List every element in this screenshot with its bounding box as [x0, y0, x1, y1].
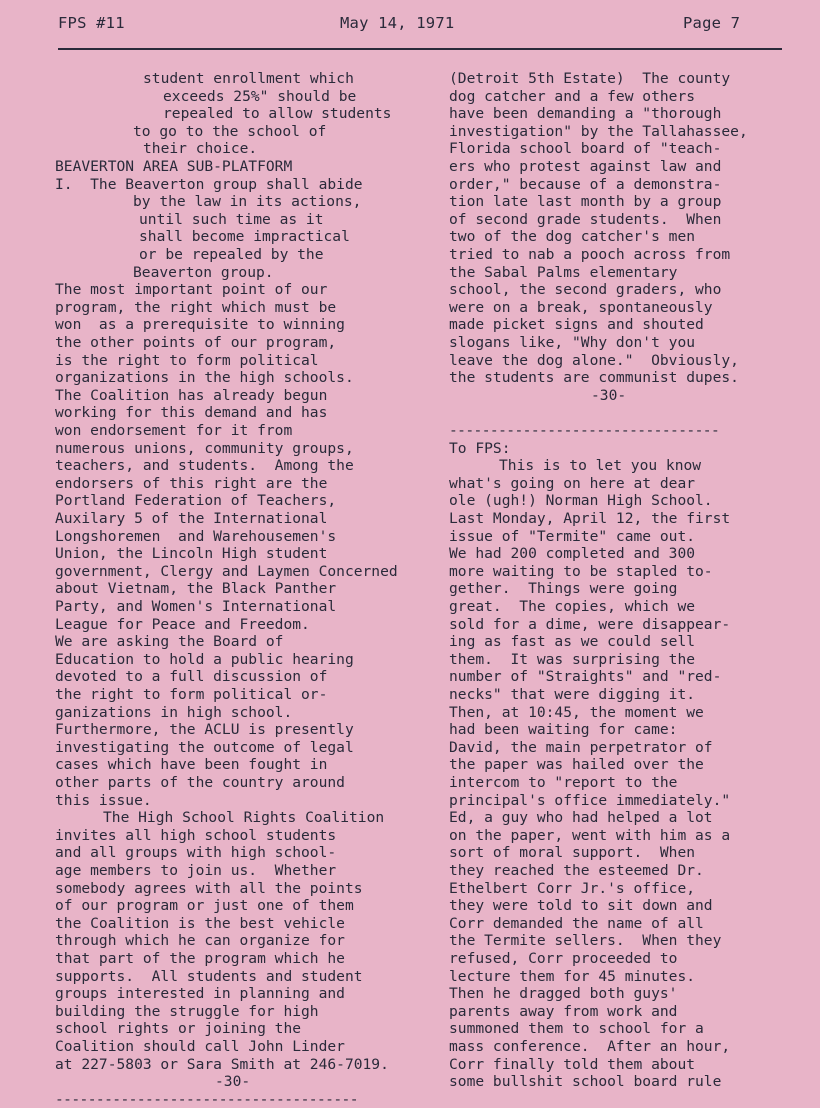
text-line: Corr finally told them about [449, 1055, 696, 1073]
text-line: the paper was hailed over the [449, 756, 704, 774]
text-line: I. The Beaverton group shall abide [55, 175, 363, 193]
text-line: school, the second graders, who [449, 281, 722, 299]
text-line: or be repealed by the [139, 246, 324, 263]
text-line: somebody agrees with all the points [55, 879, 363, 897]
text-line: about Vietnam, the Black Panther [55, 580, 337, 598]
text-line: David, the main perpetrator of [449, 738, 713, 756]
text-line: Last Monday, April 12, the first [449, 510, 731, 527]
text-line: tion late last month by a group [449, 193, 722, 211]
text-line: exceeds 25%" should be [163, 87, 357, 105]
text-line: Ethelbert Corr Jr.'s office, [449, 879, 696, 897]
text-line: mass conference. After an hour, [449, 1038, 731, 1055]
text-line: parents away from work and [449, 1002, 678, 1020]
text-line: Beaverton group. [133, 263, 274, 281]
text-line: the right to form political or- [55, 686, 328, 703]
text-line: League for Peace and Freedom. [55, 615, 310, 633]
text-line: government, Clergy and Laymen Concerned [55, 562, 398, 580]
text-line: more waiting to be stapled to- [449, 562, 713, 580]
text-line: Portland Federation of Teachers, [55, 492, 337, 510]
text-line: -30- [591, 386, 627, 404]
text-line: The most important point of our [55, 281, 328, 299]
text-line: shall become impractical [139, 228, 350, 246]
text-line: dog catcher and a few others [449, 87, 696, 105]
text-line: devoted to a full discussion of [55, 668, 328, 686]
text-line: other parts of the country around [55, 774, 345, 791]
text-line: won endorsement for it from [55, 422, 293, 439]
text-line: the Sabal Palms elementary [449, 263, 678, 281]
text-line: their choice. [143, 140, 258, 158]
text-line: the students are communist dupes. [449, 369, 739, 387]
text-line: Florida school board of "teach- [449, 140, 722, 158]
text-line: summoned them to school for a [449, 1020, 704, 1038]
text-line: through which he can organize for [55, 932, 345, 950]
text-line: Longshoremen and Warehousemen's [55, 527, 337, 545]
text-line: invites all high school students [55, 826, 337, 844]
text-line: at 227-5803 or Sara Smith at 246-7019. [55, 1055, 389, 1073]
text-line: program, the right which must be [55, 298, 337, 316]
issue-number: FPS #11 [58, 14, 125, 32]
text-line: leave the dog alone." Obviously, [449, 351, 739, 369]
text-line: (Detroit 5th Estate) The county [449, 70, 731, 87]
text-line: by the law in its actions, [133, 193, 362, 211]
text-line: This is to let you know [499, 457, 702, 475]
text-line: Education to hold a public hearing [55, 650, 354, 668]
text-line: were on a break, spontaneously [449, 298, 713, 316]
text-line: they reached the esteemed Dr. [449, 862, 704, 879]
text-line: lecture them for 45 minutes. [449, 967, 696, 985]
text-line: they were told to sit down and [449, 897, 713, 915]
text-line: building the struggle for high [55, 1002, 319, 1020]
text-line: great. The copies, which we [449, 598, 696, 615]
text-line: that part of the program which he [55, 950, 345, 967]
text-line: repealed to allow students [163, 105, 392, 123]
text-line: school rights or joining the [55, 1020, 302, 1038]
text-line: necks" that were digging it. [449, 686, 696, 703]
text-line: issue of "Termite" came out. [449, 527, 696, 545]
text-line: this issue. [55, 791, 152, 809]
text-line: organizations in the high schools. [55, 369, 354, 387]
text-line: BEAVERTON AREA SUB-PLATFORM [55, 158, 293, 175]
text-line: ganizations in high school. [55, 703, 293, 721]
text-line: them. It was surprising the [449, 650, 696, 668]
text-line: Auxilary 5 of the International [55, 510, 328, 527]
text-line: the Termite sellers. When they [449, 932, 722, 950]
text-line: cases which have been fought in [55, 756, 328, 774]
text-line: and all groups with high school- [55, 844, 337, 862]
text-line: what's going on here at dear [449, 474, 696, 492]
text-line: some bullshit school board rule [449, 1073, 722, 1091]
text-line: until such time as it [139, 210, 324, 228]
text-line: order," because of a demonstra- [449, 175, 722, 193]
text-line: Corr demanded the name of all [449, 914, 704, 932]
text-line: Coalition should call John Linder [55, 1038, 345, 1055]
text-line: We had 200 completed and 300 [449, 545, 696, 563]
text-line: Then, at 10:45, the moment we [449, 703, 704, 721]
text-line: of second grade students. When [449, 210, 722, 228]
text-line: To FPS: [449, 439, 511, 457]
text-line: Ed, a guy who had helped a lot [449, 809, 713, 827]
text-line: of our program or just one of them [55, 897, 354, 915]
text-line: endorsers of this right are the [55, 474, 328, 492]
text-line: groups interested in planning and [55, 985, 345, 1003]
text-line: Then he dragged both guys' [449, 985, 678, 1003]
text-line: to go to the school of [133, 122, 327, 140]
text-line: supports. All students and student [55, 967, 363, 985]
text-line: made picket signs and shouted [449, 316, 704, 334]
text-line: intercom to "report to the [449, 774, 678, 791]
text-line: tried to nab a pooch across from [449, 246, 731, 263]
text-line: won as a prerequisite to winning [55, 316, 345, 334]
text-line: principal's office immediately." [449, 791, 731, 809]
text-line: the Coalition is the best vehicle [55, 914, 345, 932]
text-line: had been waiting for came: [449, 721, 678, 739]
text-line: The High School Rights Coalition [103, 809, 385, 827]
page-number: Page 7 [683, 14, 741, 32]
text-line: investigating the outcome of legal [55, 738, 354, 756]
text-line: ole (ugh!) Norman High School. [449, 492, 713, 510]
text-line: Furthermore, the ACLU is presently [55, 721, 354, 739]
text-line: Party, and Women's International [55, 598, 337, 615]
text-line: is the right to form political [55, 351, 319, 369]
text-line: We are asking the Board of [55, 633, 284, 651]
text-line: on the paper, went with him as a [449, 826, 731, 844]
text-line: sold for a dime, were disappear- [449, 615, 731, 633]
text-line: ------------------------------------- [55, 1090, 358, 1108]
text-line: --------------------------------- [449, 422, 720, 439]
text-line: the other points of our program, [55, 334, 337, 351]
text-line: working for this demand and has [55, 404, 328, 422]
issue-date: May 14, 1971 [340, 14, 455, 32]
text-line: teachers, and students. Among the [55, 457, 354, 475]
text-line: Union, the Lincoln High student [55, 545, 328, 563]
text-line: ing as fast as we could sell [449, 633, 696, 651]
text-line: -30- [215, 1073, 251, 1091]
text-line: ers who protest against law and [449, 158, 722, 175]
text-line: refused, Corr proceeded to [449, 950, 678, 967]
text-line: have been demanding a "thorough [449, 105, 722, 123]
text-line: slogans like, "Why don't you [449, 334, 696, 351]
header-rule [58, 48, 782, 50]
text-line: The Coalition has already begun [55, 386, 328, 404]
text-line: two of the dog catcher's men [449, 228, 696, 246]
text-line: student enrollment which [143, 70, 354, 87]
text-line: sort of moral support. When [449, 844, 696, 862]
text-line: age members to join us. Whether [55, 862, 337, 879]
text-line: investigation" by the Tallahassee, [449, 122, 748, 140]
text-line: numerous unions, community groups, [55, 439, 354, 457]
text-line: number of "Straights" and "red- [449, 668, 722, 686]
text-line: gether. Things were going [449, 580, 678, 598]
